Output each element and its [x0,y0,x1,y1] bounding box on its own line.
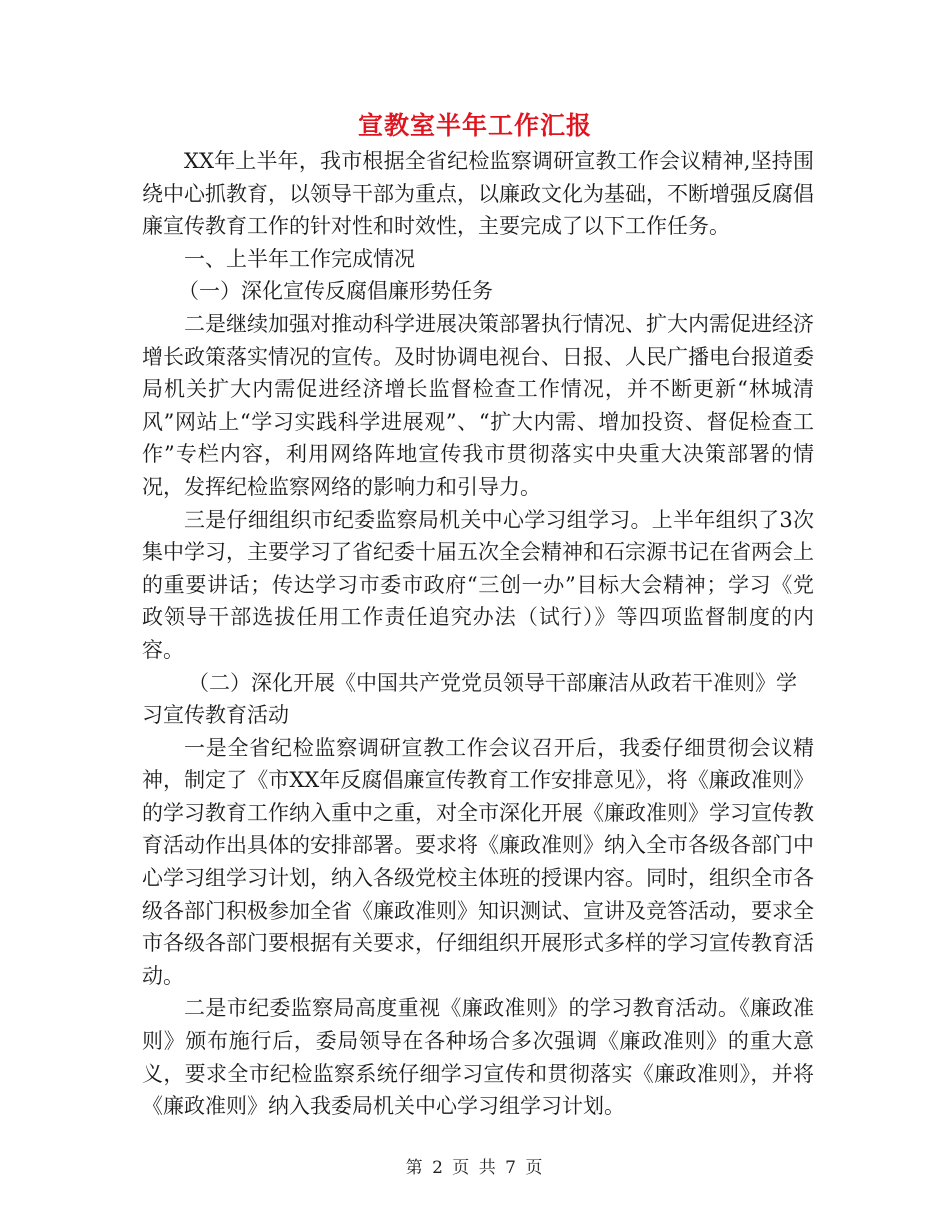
body-paragraph: 一是全省纪检监察调研宣教工作会议召开后，我委仔细贯彻会议精神，制定了《市XX年反腐倡廉宣传教育工作安排意见》，将《廉政准则》的学习教育工作纳入重中之重，对全市深化开展《廉政准则》学习宣传教育活动作出具体的安排部署。要求将《廉政准则》纳入全市各级各部门中心学习组学习计划，纳入各级党校主体班的授课内容。同时，组织全市各级各部门积极参加全省《廉政准则》知识测试、宣讲及竞答活动，要求全市各级各部门要根据有关要求，仔细组织开展形式多样的学习宣传教育活动。 [142,735,814,988]
subsection-heading: （一）深化宣传反腐倡廉形势任务 [178,279,493,304]
intro-paragraph: XX年上半年，我市根据全省纪检监察调研宣教工作会议精神,坚持围绕中心抓教育，以领导干部为重点，以廉政文化为基础，不断增强反腐倡廉宣传教育工作的针对性和时效性，主要完成了以下工作任务。 [142,149,814,239]
body-paragraph: 二是继续加强对推动科学进展决策部署执行情况、扩大内需促进经济增长政策落实情况的宣传。及时协调电视台、日报、人民广播电台报道委局机关扩大内需促进经济增长监督检查工作情况，并不断更新“林城清风”网站上“学习实践科学进展观”、“扩大内需、增加投资、督促检查工作”专栏内容，利用网络阵地宣传我市贯彻落实中央重大决策部署的情况，发挥纪检监察网络的影响力和引导力。 [142,311,814,499]
subsection-heading: （二）深化开展《中国共产党党员领导干部廉洁从政若干准则》学习宣传教育活动 [142,670,797,728]
section-heading: 一、上半年工作完成情况 [184,246,415,271]
page-number: 第 2 页 共 7 页 [405,1158,545,1178]
document-body [142,145,814,1123]
body-paragraph: 二是市纪委监察局高度重视《廉政准则》的学习教育活动。《廉政准则》颁布施行后，委局领导在各种场合多次强调《廉政准则》的重大意义，要求全市纪检监察系统仔细学习宣传和贯彻落实《廉政准则》，并将《廉政准则》纳入我委局机关中心学习组学习计划。 [142,996,814,1119]
body-paragraph: 三是仔细组织市纪委监察局机关中心学习组学习。上半年组织了3次集中学习，主要学习了省纪委十届五次全会精神和石宗源书记在省两会上的重要讲话；传达学习市委市政府“三创一办”目标大会精神；学习《党政领导干部选拔任用工作责任追究办法（试行）》等四项监督制度的内容。 [142,507,814,662]
document-title: 宣教室半年工作汇报 [357,111,592,140]
